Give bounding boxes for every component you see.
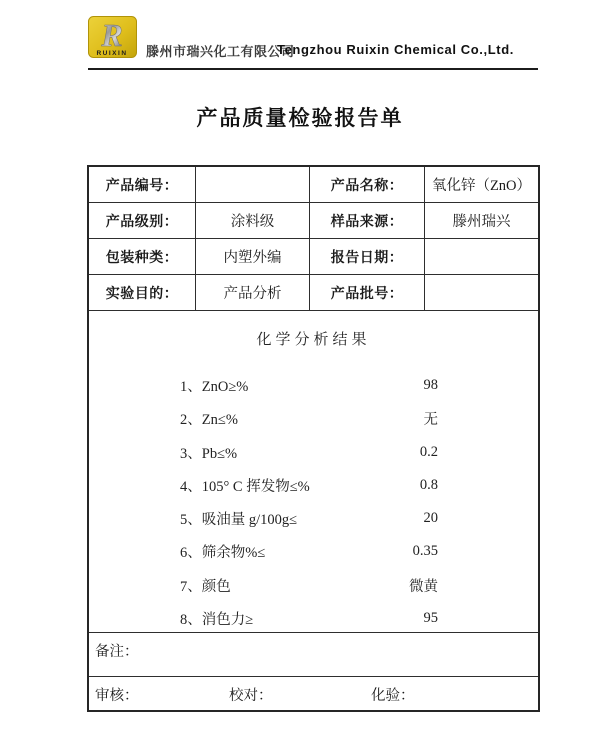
analysis-item-value: 20 [423,510,438,527]
packaging-type-label: 包装种类： [89,239,196,274]
svg-text:R: R [101,17,123,53]
test-purpose-value: 产品分析 [196,275,310,310]
analysis-item-name: 4、105° C 挥发物≤% [180,478,310,495]
sample-source-value: 滕州瑞兴 [452,214,511,230]
report-date-label: 报告日期： [310,239,425,274]
chemical-analysis-section [89,311,538,633]
analysis-item-value: 95 [423,609,438,626]
product-name-label: 产品名称： [310,167,425,202]
header-divider [88,68,538,70]
logo-r-icon [88,16,137,58]
analysis-item-value: 98 [423,377,438,393]
remarks-label: 备注： [95,644,139,660]
analysis-item-value: 微黄 [409,578,438,595]
analysis-heading: 化学分析结果 [256,332,371,348]
analysis-item-name: 2、Zn≤% [180,412,238,429]
analysis-item-name: 1、ZnO≥% [180,379,249,395]
analysis-item-value: 0.8 [419,476,438,493]
product-name-value: 氧化锌（ZnO） [431,178,532,194]
analysis-item [180,508,438,529]
table-row [89,239,538,275]
analysis-item [180,375,438,396]
analysis-item-name: 3、Pb≤% [180,445,238,462]
report-table [87,165,540,712]
remarks-row [89,633,538,677]
ruixin-logo [88,16,137,58]
table-row [89,203,538,239]
sample-source-label: 样品来源： [310,203,425,238]
product-no-value [196,167,310,202]
batch-no-value [425,275,538,310]
product-no-label: 产品编号： [89,167,196,202]
analysis-item-name: 5、吸油量 g/100g≤ [180,512,298,529]
analysis-item-name: 8、消色力≥ [180,611,254,628]
analysis-item-value: 无 [423,412,438,429]
analysis-items [89,375,538,629]
assayer-label: 化验： [371,688,415,704]
reviewer-label: 审核： [95,688,139,704]
analysis-item [180,408,438,429]
page-title: 产品质量检验报告单 [196,107,404,130]
report-date-value [425,239,538,274]
company-name-chinese: 滕州市瑞兴化工有限公司 [146,44,295,59]
company-name-english: Tengzhou Ruixin Chemical Co.,Ltd. [277,42,514,57]
analysis-item [180,575,438,596]
svg-text:RUIXIN: RUIXIN [96,50,128,57]
table-row [89,275,538,311]
analysis-item [180,475,438,496]
proofreader-label: 校对： [229,688,273,704]
analysis-item-name: 7、颜色 [180,578,231,595]
test-purpose-label: 实验目的： [89,275,196,310]
product-grade-value: 涂料级 [196,203,310,238]
table-row [89,167,538,203]
analysis-item [180,442,438,463]
analysis-item [180,541,438,562]
analysis-item-value: 0.2 [419,443,438,460]
analysis-item-name: 6、筛余物%≤ [180,545,266,562]
batch-no-label: 产品批号： [310,275,425,310]
signature-row [89,677,538,710]
analysis-item [180,608,438,629]
product-grade-label: 产品级别： [89,203,196,238]
packaging-type-value: 内塑外编 [196,239,310,274]
analysis-item-value: 0.35 [412,543,438,560]
